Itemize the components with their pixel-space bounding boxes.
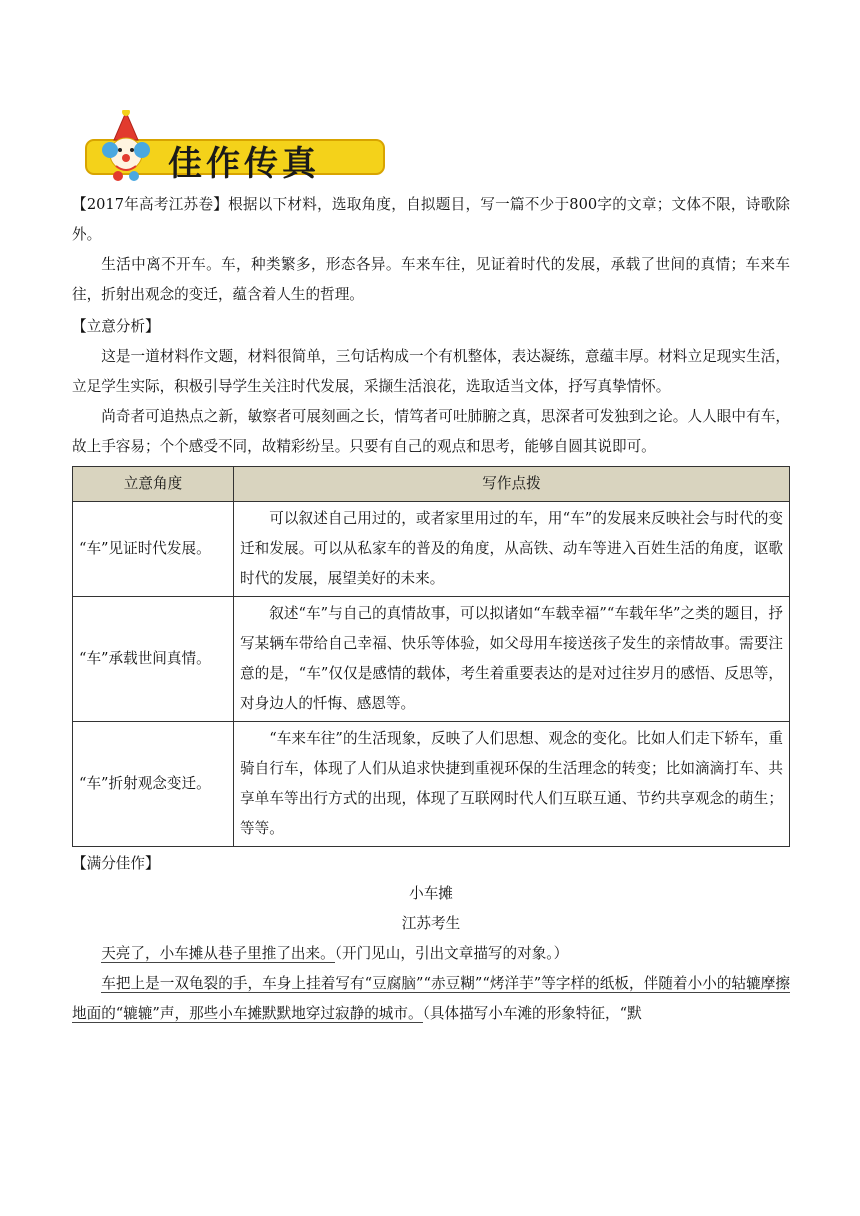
essay-title: 小车摊 [409, 885, 453, 902]
table-cell-tip: 叙述“车”与自己的真情故事，可以拟诸如“车载幸福”“车载年华”之类的题目，抒写某辆车带给自己幸福、快乐等体验，如父母用车接送孩子发生的亲情故事。需要注意的是，“车”仅仅是感情的载体，考生着重要表达的是对过往岁月的感悟、反思等，对身边人的忏悔、感恩等。 [234, 597, 790, 722]
essay-paragraph-1 [72, 939, 790, 969]
essay-p1-note: （开门见山，引出文章描写的对象。） [334, 945, 569, 962]
essay-p2-main: 车把上是一双龟裂的手，车身上挂着写有“豆腐脑”“赤豆糊”“烤洋芋”等字样的纸板，伴随着小小的轱辘摩擦地面的“辘辘”声，那些小车摊默默地穿过寂静的城市。 [72, 975, 790, 1022]
table-header-angle: 立意角度 [73, 467, 234, 502]
table-row [73, 722, 790, 847]
question-prompt [72, 190, 790, 250]
analysis-heading: 【立意分析】 [72, 318, 160, 335]
essay-heading: 【满分佳作】 [72, 855, 160, 872]
essay-p2-note: （具体描写小车滩的形象特征，“默 [422, 1005, 642, 1022]
analysis-paragraph-1: 这是一道材料作文题，材料很简单，三句话构成一个有机整体，表达凝练，意蕴丰厚。材料立足现实生活，立足学生实际，积极引导学生关注时代发展，采撷生活浪花，选取适当文体，抒写真挚情怀。 [72, 348, 790, 395]
banner-title: 佳作传真 [168, 144, 320, 184]
table-header-row [73, 467, 790, 502]
question-material: 生活中离不开车。车，种类繁多，形态各异。车来车往，见证着时代的发展，承载了世间的真情；车来车往，折射出观念的变迁，蕴含着人生的哲理。 [72, 256, 790, 303]
table-row [73, 502, 790, 597]
table-row [73, 597, 790, 722]
essay-p1-main: 天亮了，小车摊从巷子里推了出来。 [101, 945, 335, 962]
table-cell-angle: “车”见证时代发展。 [73, 502, 234, 597]
essay-author: 江苏考生 [401, 915, 461, 932]
table-header-tip: 写作点拨 [234, 467, 790, 502]
section-banner [80, 110, 390, 182]
analysis-paragraph-2: 尚奇者可追热点之新，敏察者可展刻画之长，情笃者可吐肺腑之真，思深者可发独到之论。人人眼中有车，故上手容易；个个感受不同，故精彩纷呈。只要有自己的观点和思考，能够自圆其说即可。 [72, 408, 790, 455]
table-cell-angle: “车”折射观念变迁。 [73, 722, 234, 847]
essay-paragraph-2 [72, 969, 790, 1029]
table-cell-angle: “车”承载世间真情。 [73, 597, 234, 722]
question-source: 【2017年高考江苏卷】 [72, 196, 229, 213]
angle-table [72, 466, 790, 847]
question-prompt-text: 根据以下材料，选取角度，自拟题目，写一篇不少于800字的文章；文体不限，诗歌除外。 [72, 196, 790, 243]
table-cell-tip: “车来车往”的生活现象，反映了人们思想、观念的变化。比如人们走下轿车，重骑自行车，体现了人们从追求快捷到重视环保的生活理念的转变；比如滴滴打车、共享单车等出行方式的出现，体现了互联网时代人们互联互通、节约共享观念的萌生；等等。 [234, 722, 790, 847]
document-page [72, 110, 790, 1029]
table-cell-tip: 可以叙述自己用过的，或者家里用过的车，用“车”的发展来反映社会与时代的变迁和发展。可以从私家车的普及的角度，从高铁、动车等进入百姓生活的角度，讴歌时代的发展，展望美好的未来。 [234, 502, 790, 597]
